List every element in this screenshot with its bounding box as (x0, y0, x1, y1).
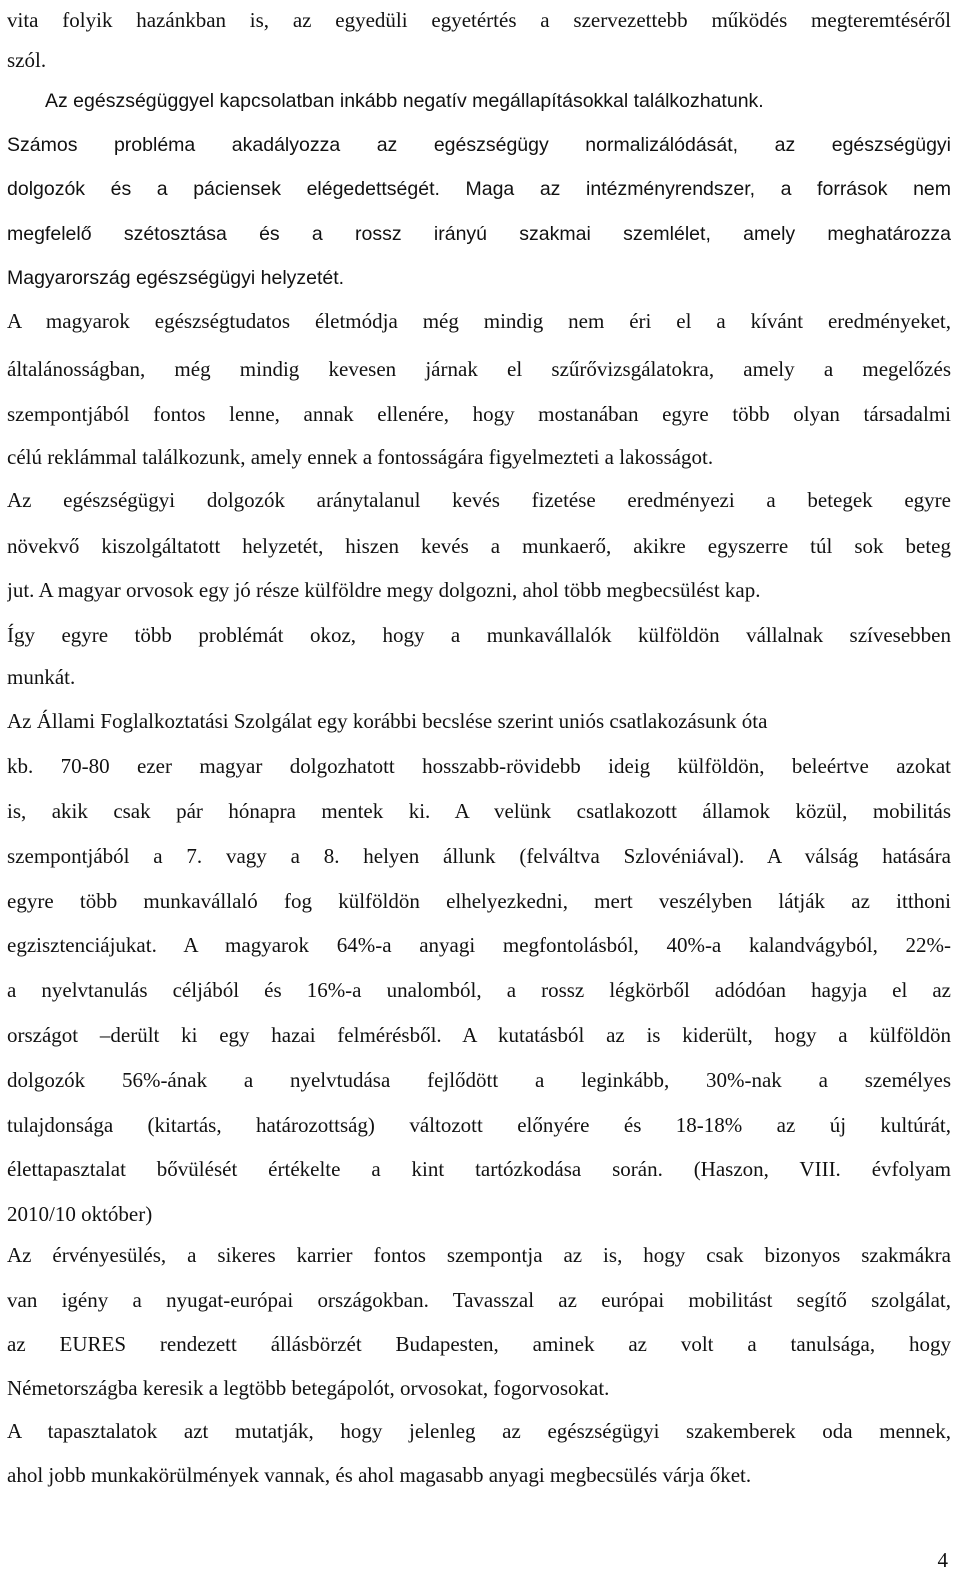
text-line: van igény a nyugat-európai országokban. Tavasszal az európai mobilitást segítő szolgálat, (7, 1288, 951, 1312)
text-line: egzisztenciájukat. A magyarok 64%-a anyagi megfontolásból, 40%-a kalandvágyból, 22%- (7, 933, 951, 957)
text-line: Így egyre több problémát okoz, hogy a munkavállalók külföldön vállalnak szívesebben (7, 623, 951, 647)
text-line: A magyarok egészségtudatos életmódja még mindig nem éri el a kívánt eredményeket, (7, 309, 951, 333)
text-line: Számos probléma akadályozza az egészségügy normalizálódását, az egészségügyi (7, 134, 951, 156)
text-line: tulajdonsága (kitartás, határozottság) változott előnyére és 18-18% az új kultúrát, (7, 1113, 951, 1137)
text-line: vita folyik hazánkban is, az egyedüli egyetértés a szervezettebb működés megteremtéséről (7, 8, 951, 32)
text-line: általánosságban, még mindig kevesen járnak el szűrővizsgálatokra, amely a megelőzés (7, 357, 951, 381)
text-line: A tapasztalatok azt mutatják, hogy jelenleg az egészségügyi szakemberek oda mennek, (7, 1419, 951, 1443)
text-line: Az érvényesülés, a sikeres karrier fontos szempontja az is, hogy csak bizonyos szakmákra (7, 1243, 951, 1267)
text-line: kb. 70-80 ezer magyar dolgozhatott hosszabb-rövidebb ideig külföldön, beleértve azokat (7, 754, 951, 778)
text-line: növekvő kiszolgáltatott helyzetét, hiszen kevés a munkaerő, akikre egyszerre túl sok beteg (7, 534, 951, 558)
text-line: megfelelő szétosztása és a rossz irányú szakmai szemlélet, amely meghatározza (7, 223, 951, 245)
text-line: Az egészségüggyel kapcsolatban inkább negatív megállapításokkal találkozhatunk. (45, 90, 764, 112)
text-line: dolgozók 56%-ának a nyelvtudása fejlődött a leginkább, 30%-nak a személyes (7, 1068, 951, 1092)
text-line: munkát. (7, 665, 76, 689)
page-number: 4 (937, 1548, 948, 1572)
text-line: a nyelvtanulás céljából és 16%-a unalomból, a rossz légkörből adódóan hagyja el az (7, 978, 951, 1002)
text-line: élettapasztalat bővülését értékelte a kint tartózkodása során. (Haszon, VIII. évfolyam (7, 1157, 951, 1181)
text-line: szól. (7, 48, 47, 72)
text-line: jut. A magyar orvosok egy jó része külföldre megy dolgozni, ahol több megbecsülést kap. (7, 578, 761, 602)
text-line: országot –derült ki egy hazai felmérésből. A kutatásból az is kiderült, hogy a külföldön (7, 1023, 951, 1047)
text-line: is, akik csak pár hónapra mentek ki. A velünk csatlakozott államok közül, mobilitás (7, 799, 951, 823)
text-line: 2010/10 október) (7, 1202, 153, 1226)
text-line: Németországba keresik a legtöbb betegápolót, orvosokat, fogorvosokat. (7, 1376, 610, 1400)
text-line: dolgozók és a páciensek elégedettségét. Maga az intézményrendszer, a források nem (7, 178, 951, 200)
text-line: az EURES rendezett állásbörzét Budapesten, aminek az volt a tanulsága, hogy (7, 1332, 951, 1356)
text-line: célú reklámmal találkozunk, amely ennek a fontosságára figyelmezteti a lakosságot. (7, 445, 714, 469)
text-line: Az egészségügyi dolgozók aránytalanul kevés fizetése eredményezi a betegek egyre (7, 488, 951, 512)
text-line: egyre több munkavállaló fog külföldön elhelyezkedni, mert veszélyben látják az itthoni (7, 889, 951, 913)
text-line: szempontjából fontos lenne, annak ellenére, hogy mostanában egyre több olyan társadalmi (7, 402, 951, 426)
text-line: ahol jobb munkakörülmények vannak, és ahol magasabb anyagi megbecsülés várja őket. (7, 1463, 752, 1487)
text-line: Az Állami Foglalkoztatási Szolgálat egy korábbi becslése szerint uniós csatlakozásunk óta (7, 709, 768, 733)
text-line: szempontjából a 7. vagy a 8. helyen állunk (felváltva Szlovéniával). A válság hatására (7, 844, 951, 868)
text-line: Magyarország egészségügyi helyzetét. (7, 267, 345, 289)
